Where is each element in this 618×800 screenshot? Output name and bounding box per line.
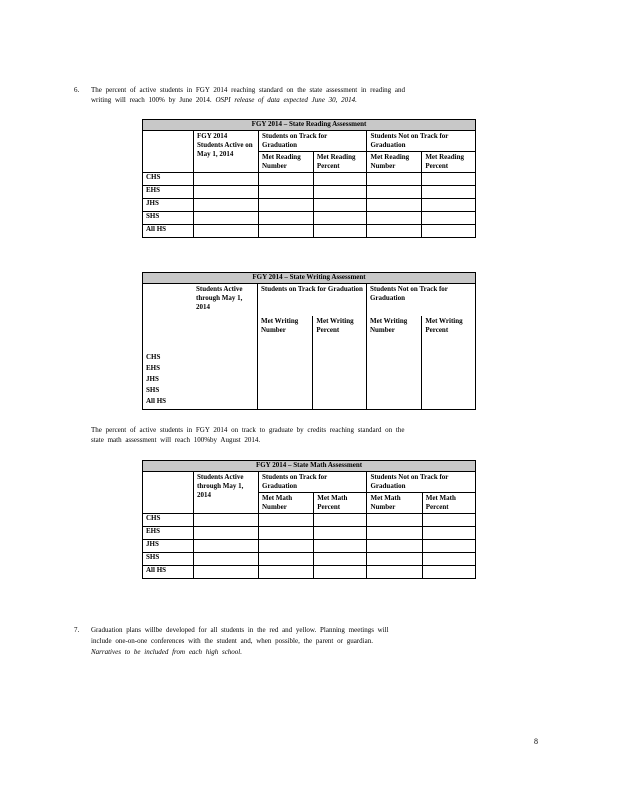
reading-row-label: SHS (143, 212, 194, 225)
item-7-line-3: Narratives to be included from each high school. (91, 648, 242, 656)
math-col-on-track: Students on Track for Graduation (259, 472, 367, 493)
writing-sub-2: Met Writing Percent (313, 316, 367, 348)
reading-col-active: FGY 2014 Students Active on May 1, 2014 (194, 131, 259, 173)
math-col-not-on-track: Students Not on Track for Graduation (367, 472, 476, 493)
writing-row-label: All HS (146, 397, 167, 405)
writing-assessment-table (142, 272, 476, 410)
page-number: 8 (534, 737, 538, 746)
reading-sub-4: Met Reading Percent (422, 152, 476, 173)
reading-row-label: JHS (143, 199, 194, 212)
math-assessment-table (142, 460, 476, 579)
math-row-label: JHS (143, 540, 194, 553)
reading-sub-1: Met Reading Number (259, 152, 314, 173)
writing-row-label: EHS (146, 364, 161, 372)
item-7-line-1: Graduation plans willbe developed for all students in the red and yellow. Planning meetings will (91, 626, 389, 634)
reading-row-label: All HS (143, 225, 194, 238)
writing-table-title: FGY 2014 – State Writing Assessment (143, 273, 476, 284)
writing-row-label: SHS (146, 386, 160, 394)
item-6-line-2-italic: OSPI release of data expected June 30, 2014. (215, 96, 357, 104)
math-row-label: SHS (143, 553, 194, 566)
math-paragraph-line-1: The percent of active students in FGY 2014 on track to graduate by credits reaching standard on the (91, 426, 405, 434)
math-paragraph-line-2: state math assessment will reach 100%by August 2014. (91, 436, 261, 444)
item-6-line-2 (91, 96, 536, 105)
math-blank-corner (143, 472, 194, 514)
writing-sub-3: Met Writing Number (366, 316, 421, 348)
writing-col-not-on-track: Students Not on Track for Graduation (366, 284, 475, 316)
writing-sub-4: Met Writing Percent (422, 316, 476, 348)
item-6-line-2-plain: writing will reach 100% by June 2014. (91, 96, 212, 104)
math-sub-1: Met Math Number (259, 493, 314, 514)
math-row-label: CHS (143, 514, 194, 527)
writing-col-on-track: Students on Track for Graduation (258, 284, 367, 316)
item-7-number: 7. (74, 626, 80, 634)
reading-assessment-table (142, 119, 476, 238)
math-row-label: All HS (143, 566, 194, 579)
writing-sub-1: Met Writing Number (258, 316, 313, 348)
reading-sub-3: Met Reading Number (367, 152, 422, 173)
writing-col-active: Students Active through May 1, 2014 (193, 284, 258, 410)
writing-row-label: JHS (146, 375, 159, 383)
reading-table-title: FGY 2014 – State Reading Assessment (143, 120, 476, 131)
reading-sub-2: Met Reading Percent (313, 152, 367, 173)
math-table-title: FGY 2014 – State Math Assessment (143, 461, 476, 472)
writing-row-labels (143, 284, 194, 410)
item-6-line-1: The percent of active students in FGY 2014 reaching standard on the state assessment in reading and (91, 86, 405, 94)
reading-row-label: EHS (143, 186, 194, 199)
reading-col-not-on-track: Students Not on Track for Graduation (367, 131, 476, 152)
reading-row-label: CHS (143, 173, 194, 186)
reading-blank-corner (143, 131, 194, 173)
reading-col-on-track: Students on Track for Graduation (259, 131, 367, 152)
item-7-line-2: include one-on-one conferences with the student and, when possible, the parent or guardian. (91, 637, 373, 645)
writing-row-label: CHS (146, 353, 161, 361)
math-sub-2: Met Math Percent (314, 493, 367, 514)
math-sub-3: Met Math Number (367, 493, 422, 514)
item-6-number: 6. (74, 86, 80, 94)
math-row-label: EHS (143, 527, 194, 540)
math-sub-4: Met Math Percent (422, 493, 475, 514)
math-col-active: Students Active through May 1, 2014 (194, 472, 259, 514)
